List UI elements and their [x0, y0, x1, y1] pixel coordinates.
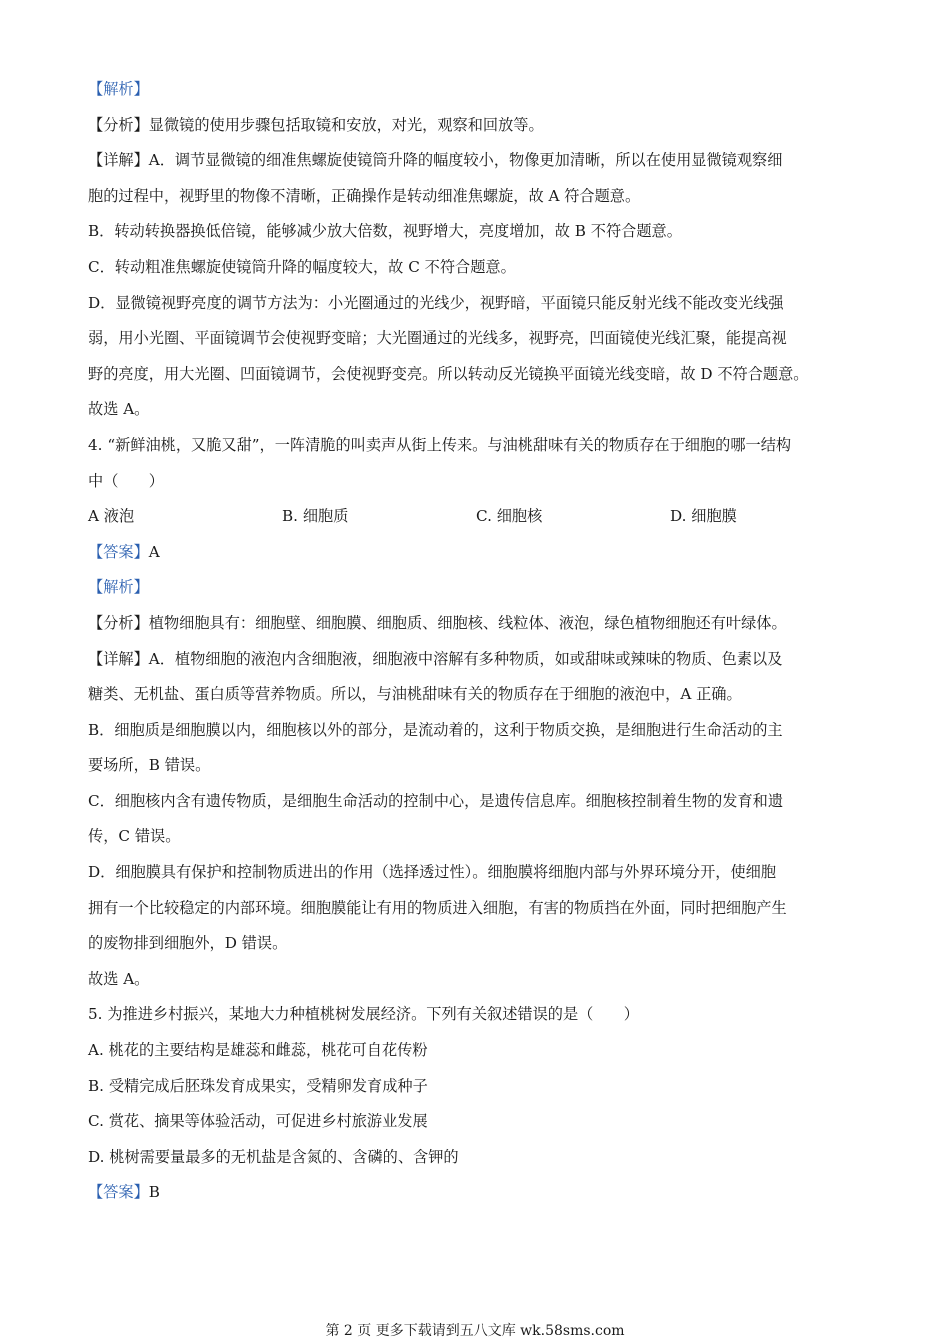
xiangjie-a-line1: A．调节显微镜的细准焦螺旋使镜筒升降的幅度较小，物像更加清晰，所以在使用显微镜观察细 [148, 151, 783, 170]
xiangjie-a-line1: A．植物细胞的液泡内含细胞液，细胞液中溶解有多种物质，如或甜味或辣味的物质、色素以及 [148, 649, 783, 668]
xiangjie-a-line2: 胞的过程中，视野里的物像不清晰，正确操作是转动细准焦螺旋，故 A 符合题意。 [88, 186, 641, 205]
q5-answer-line [88, 1181, 873, 1203]
answer-value: A [148, 542, 160, 561]
q4-guxuan-line: 故选 A。 [88, 969, 150, 988]
answer-value: B [148, 1183, 160, 1202]
xiangjie-b: B．转动转换器换低倍镜，能够减少放大倍数，视野增大，亮度增加，故 B 不符合题意。 [88, 222, 682, 241]
q4-stem-line2: 中（ ） [88, 471, 164, 490]
xiangjie-tag: 【详解】 [88, 649, 149, 668]
q4-xiangjie-b-line1: B．细胞质是细胞膜以内，细胞核以外的部分，是流动着的，这利于物质交换，是细胞进行生命活动的主 [88, 720, 783, 739]
q4-xiangjie-d-line2: 拥有一个比较稳定的内部环境。细胞膜能让有用的物质进入细胞，有害的物质挡在外面，同时把细胞产生 [88, 898, 787, 917]
fenxi-text: 显微镜的使用步骤包括取镜和安放，对光，观察和回放等。 [148, 115, 544, 134]
q4-xiangjie-d-line1: D．细胞膜具有保护和控制物质进出的作用（选择透过性）。细胞膜将细胞内部与外界环境分开，使细胞 [88, 863, 777, 882]
q5-option-c: C. 赏花、摘果等体验活动，可促进乡村旅游业发展 [88, 1112, 428, 1131]
q4-stem-line1: 4. “新鲜油桃，又脆又甜”，一阵清脆的叫卖声从街上传来。与油桃甜味有关的物质存在于细胞的哪一结构 [88, 435, 792, 454]
jiexi-tag: 【解析】 [88, 80, 149, 98]
q4-xiangjie-c-line2: 传，C 错误。 [88, 827, 181, 846]
q4-options [88, 505, 873, 527]
q4-xiangjie-d-line3: 的废物排到细胞外，D 错误。 [88, 934, 288, 953]
q4-option-c: C. 细胞核 [476, 507, 543, 526]
q4-xiangjie-c-line1: C．细胞核内含有遗传物质，是细胞生命活动的控制中心，是遗传信息库。细胞核控制着生物的发育和遗 [88, 791, 784, 810]
q4-option-b: B. 细胞质 [282, 507, 349, 526]
guxuan-line: 故选 A。 [88, 400, 150, 419]
q4-xiangjie-line [88, 648, 873, 670]
answer-tag: 【答案】 [88, 542, 149, 561]
xiangjie-c: C．转动粗准焦螺旋使镜筒升降的幅度较大，故 C 不符合题意。 [88, 257, 516, 276]
xiangjie-d-line1: D．显微镜视野亮度的调节方法为：小光圈通过的光线少，视野暗，平面镜只能反射光线不能改变光线强 [88, 293, 784, 312]
q5-option-b: B. 受精完成后胚珠发育成果实，受精卵发育成种子 [88, 1076, 428, 1095]
fenxi-text: 植物细胞具有：细胞壁、细胞膜、细胞质、细胞核、线粒体、液泡，绿色植物细胞还有叶绿体。 [148, 613, 787, 632]
page-footer: 第 2 页 更多下载请到五八文库 wk.58sms.com [325, 1323, 625, 1339]
q4-jiexi-heading [88, 576, 873, 598]
q4-xiangjie-a-line2: 糖类、无机盐、蛋白质等营养物质。所以，与油桃甜味有关的物质存在于细胞的液泡中，A 正确。 [88, 685, 742, 704]
q5-stem: 5. 为推进乡村振兴，某地大力种植桃树发展经济。下列有关叙述错误的是（ ） [88, 1005, 639, 1024]
answer-tag: 【答案】 [88, 1183, 149, 1202]
q5-option-a: A. 桃花的主要结构是雄蕊和雌蕊，桃花可自花传粉 [88, 1041, 428, 1060]
q5-option-d: D. 桃树需要量最多的无机盐是含氮的、含磷的、含钾的 [88, 1147, 459, 1166]
q4-option-d: D. 细胞膜 [670, 507, 737, 526]
fenxi-tag: 【分析】 [88, 115, 149, 134]
q4-option-a: A 液泡 [88, 507, 135, 526]
xiangjie-d-line2: 弱，用小光圈、平面镜调节会使视野变暗；大光圈通过的光线多，视野亮，凹面镜使光线汇聚，能提高视 [88, 329, 787, 348]
q4-fenxi-line [88, 612, 873, 634]
fenxi-line [88, 114, 873, 136]
document-body [88, 78, 873, 1203]
fenxi-tag: 【分析】 [88, 613, 149, 632]
xiangjie-line [88, 149, 873, 171]
jiexi-tag: 【解析】 [88, 578, 149, 597]
q4-xiangjie-b-line2: 要场所，B 错误。 [88, 756, 211, 775]
jiexi-heading [88, 78, 873, 100]
q4-answer-line [88, 541, 873, 563]
xiangjie-tag: 【详解】 [88, 151, 149, 170]
xiangjie-d-line3: 野的亮度，用大光圈、凹面镜调节，会使视野变亮。所以转动反光镜换平面镜光线变暗，故 D 不符合题意。 [88, 364, 809, 383]
